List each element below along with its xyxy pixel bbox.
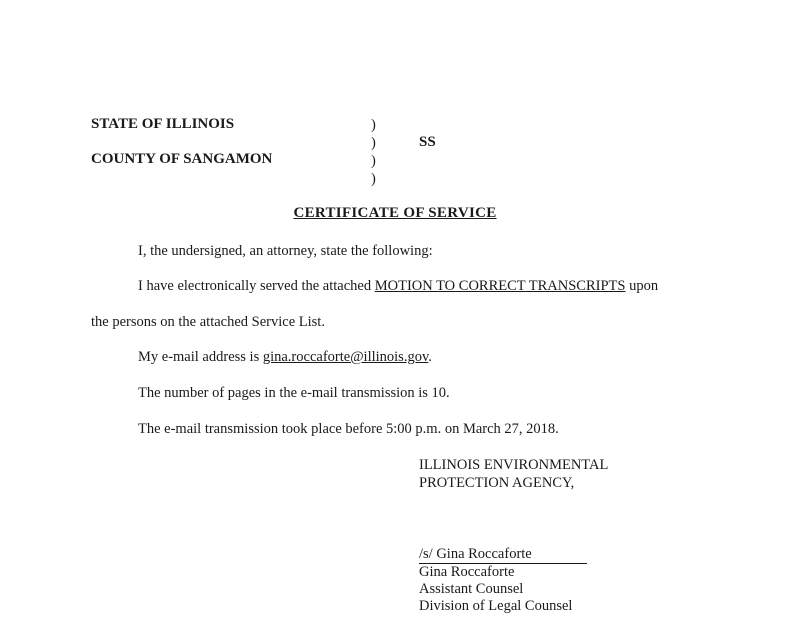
time-line: The e-mail transmission took place before 5:00 p.m. on March 27, 2018. <box>138 421 559 437</box>
caption-paren-1: ) <box>371 117 376 133</box>
pages-line: The number of pages in the e-mail transmission is 10. <box>138 385 450 401</box>
signer-role: Assistant Counsel <box>419 581 524 597</box>
email-link[interactable]: gina.roccaforte@illinois.gov <box>262 349 429 365</box>
signature-line <box>419 546 587 564</box>
agency-line-1: ILLINOIS ENVIRONMENTAL <box>419 457 609 473</box>
agency-line-2: PROTECTION AGENCY, <box>419 475 575 491</box>
caption-state: STATE OF ILLINOIS <box>91 116 235 132</box>
signature-underline <box>419 546 587 564</box>
motion-title: MOTION TO CORRECT TRANSCRIPTS <box>374 278 626 294</box>
caption-paren-2: ) <box>371 135 376 151</box>
email-prefix: My e-mail address is <box>138 349 260 365</box>
caption-county: COUNTY OF SANGAMON <box>91 151 273 167</box>
service-paragraph-line1 <box>138 278 658 295</box>
signer-name: Gina Roccaforte <box>419 564 515 580</box>
caption-paren-3: ) <box>371 153 376 169</box>
served-suffix: upon <box>629 278 659 294</box>
caption-ss: SS <box>419 134 436 150</box>
attorney-statement: I, the undersigned, an attorney, state the following: <box>138 243 433 259</box>
signer-division: Division of Legal Counsel <box>419 598 573 614</box>
email-period: . <box>428 349 432 365</box>
served-prefix: I have electronically served the attached <box>138 278 372 294</box>
service-paragraph-line2: the persons on the attached Service List. <box>91 314 325 330</box>
email-line <box>138 349 432 366</box>
document-title: CERTIFICATE OF SERVICE <box>293 205 497 221</box>
electronic-signature: /s/ Gina Roccaforte <box>419 546 532 562</box>
caption-paren-4: ) <box>371 171 376 187</box>
